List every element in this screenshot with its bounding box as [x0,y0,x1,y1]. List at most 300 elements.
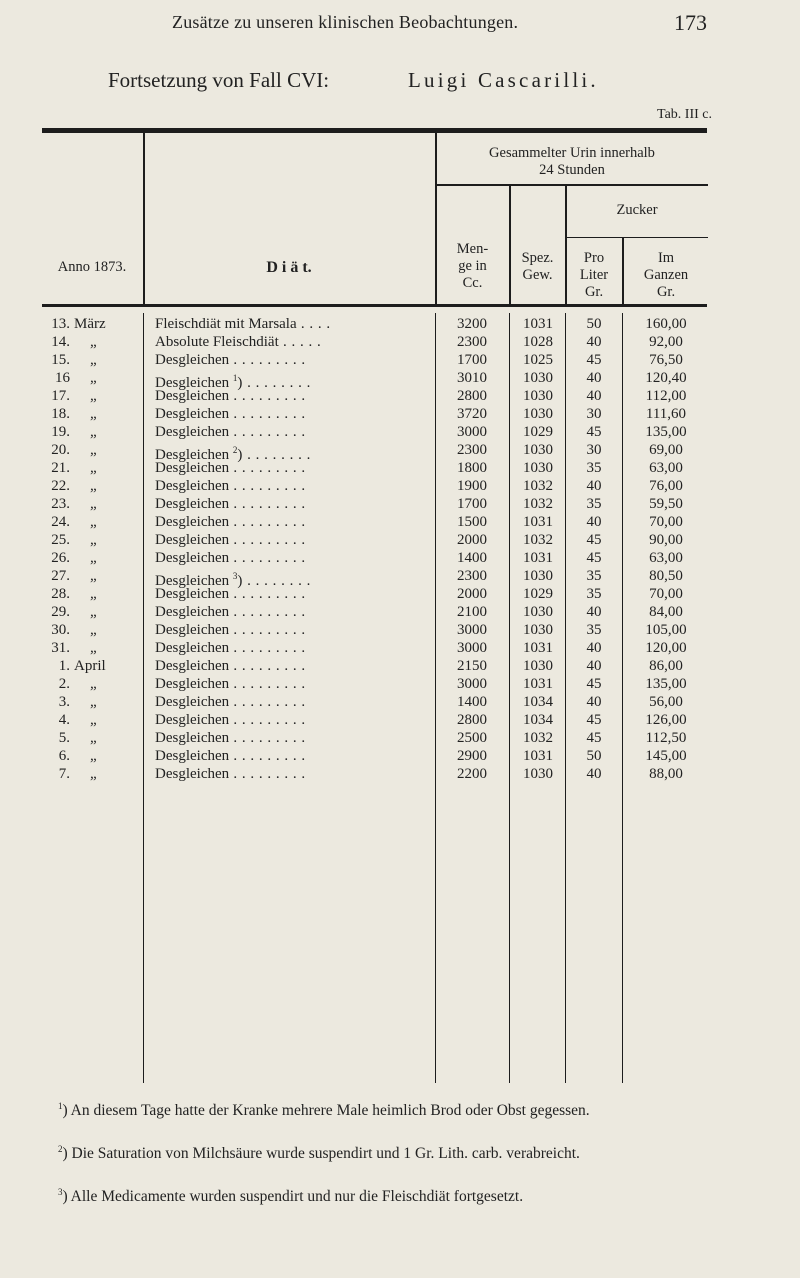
table-row [0,676,800,693]
cell-menge: 2300 [457,442,487,458]
cell-day: 16 [55,370,70,386]
cell-diet [155,352,435,369]
diet-text: Desgleichen [155,514,230,530]
cell-zucker-pro-liter: 40 [586,514,602,530]
cell-zucker-im-ganzen: 112,50 [645,730,687,746]
cell-day: 4. [58,712,70,728]
table-label: Tab. III c. [657,107,712,122]
footnote-ref: 2 [232,445,238,455]
leader-dots: . . . . . . . . . [229,730,306,746]
cell-zucker-im-ganzen: 120,00 [645,640,687,656]
cell-diet [155,550,435,567]
cell-zucker-im-ganzen: 76,00 [649,478,683,494]
cell-spez-gew: 1030 [523,658,553,674]
cell-zucker-pro-liter: 45 [586,712,602,728]
leader-dots: . . . . . . . . . [229,640,306,656]
leader-dots: . . . . . . . . . [229,586,306,602]
table-row [0,748,800,765]
header-zucker: Zucker [616,202,658,218]
cell-menge: 2800 [457,388,487,404]
cell-month: „ [90,460,97,476]
cell-menge: 2150 [457,658,487,674]
cell-zucker-im-ganzen: 63,00 [649,460,683,476]
cell-diet [155,748,435,765]
header-menge-line-3: Cc. [462,275,483,291]
cell-month: „ [90,640,97,656]
cell-zucker-im-ganzen: 145,00 [645,748,687,764]
table-row [0,766,800,783]
cell-zucker-pro-liter: 40 [586,640,602,656]
cell-spez-gew: 1032 [523,532,553,548]
diet-text: Desgleichen [155,460,230,476]
diet-text: Desgleichen [155,375,230,391]
cell-spez-gew: 1030 [523,766,553,782]
cell-zucker-pro-liter: 45 [586,730,602,746]
header-im-ganzen-line-2: Ganzen [643,267,689,283]
leader-dots: . . . . . [278,334,322,350]
header-menge-line-1: Men- [456,241,489,257]
diet-text: Desgleichen [155,694,230,710]
table-row [0,694,800,711]
cell-day: 1. [58,658,70,674]
cell-spez-gew: 1030 [523,370,553,386]
cell-month: „ [90,586,97,602]
cell-month: „ [90,550,97,566]
leader-dots: . . . . . . . . . [229,532,306,548]
cell-day: 28. [51,586,70,602]
cell-month: „ [90,568,97,584]
cell-spez-gew: 1031 [523,748,553,764]
diet-text: Desgleichen [155,573,230,589]
cell-spez-gew: 1030 [523,442,553,458]
diet-text: Desgleichen [155,424,230,440]
cell-menge: 3000 [457,640,487,656]
cell-diet [155,766,435,783]
cell-menge: 1700 [457,352,487,368]
leader-dots: . . . . . . . . . [229,604,306,620]
cell-zucker-im-ganzen: 135,00 [645,676,687,692]
leader-dots: . . . . . . . . . [229,766,306,782]
cell-day: 21. [51,460,70,476]
footnote-text: ) Alle Medicamente wurden suspendirt und nur die Fleischdiät fortgesetzt. [62,1188,524,1205]
header-pro-liter-line-3: Gr. [584,284,604,300]
cell-diet [155,658,435,675]
diet-text: Desgleichen [155,586,230,602]
cell-zucker-im-ganzen: 111,60 [645,406,687,422]
cell-diet [155,460,435,477]
cell-month: „ [90,388,97,404]
cell-month: „ [90,748,97,764]
running-head-title: Zusätze zu unseren klinischen Beobachtungen. [172,12,519,32]
table-row [0,532,800,549]
table-row [0,334,800,351]
cell-zucker-pro-liter: 35 [586,586,602,602]
cell-zucker-im-ganzen: 90,00 [649,532,683,548]
diet-text: Desgleichen [155,676,230,692]
cell-zucker-im-ganzen: 69,00 [649,442,683,458]
table-row [0,424,800,441]
cell-zucker-pro-liter: 35 [586,460,602,476]
diet-text: Desgleichen [155,447,230,463]
leader-dots: . . . . [296,316,331,332]
column-rule [143,133,145,305]
header-menge [436,241,509,292]
cell-menge: 2300 [457,568,487,584]
cell-day: 24. [51,514,70,530]
footnote-marker: 2 [58,1144,63,1154]
diet-text: Desgleichen [155,532,230,548]
cell-zucker-pro-liter: 35 [586,622,602,638]
leader-dots: ) . . . . . . . . [237,573,311,589]
header-spez-line-2: Gew. [522,267,553,283]
cell-spez-gew: 1031 [523,550,553,566]
table-row [0,658,800,675]
cell-day: 30. [51,622,70,638]
cell-diet [155,316,435,333]
cell-menge: 3720 [457,406,487,422]
cell-diet [155,496,435,513]
cell-zucker-pro-liter: 40 [586,766,602,782]
cell-day: 20. [51,442,70,458]
cell-menge: 2000 [457,532,487,548]
cell-menge: 2000 [457,586,487,602]
leader-dots: . . . . . . . . . [229,352,306,368]
diet-text: Fleischdiät mit Marsala [155,316,297,332]
cell-menge: 1400 [457,694,487,710]
cell-spez-gew: 1031 [523,640,553,656]
table-row [0,406,800,423]
cell-diet [155,604,435,621]
cell-spez-gew: 1032 [523,478,553,494]
cell-month: „ [90,694,97,710]
cell-diet [155,388,435,405]
diet-text: Desgleichen [155,550,230,566]
diet-text: Desgleichen [155,658,230,674]
diet-text: Desgleichen [155,766,230,782]
cell-month: „ [90,334,97,350]
cell-zucker-im-ganzen: 126,00 [645,712,687,728]
diet-text: Desgleichen [155,604,230,620]
header-diaet: D i ä t. [266,259,312,276]
urin-group-rule [436,184,708,186]
header-pro-liter-line-1: Pro [583,250,605,266]
cell-zucker-pro-liter: 30 [586,442,602,458]
header-pro-liter-line-2: Liter [579,267,609,283]
cell-zucker-pro-liter: 35 [586,568,602,584]
cell-month: „ [90,766,97,782]
table-row [0,586,800,603]
cell-menge: 3010 [457,370,487,386]
caption-patient-name: Luigi Cascarilli. [408,68,599,92]
diet-text: Desgleichen [155,406,230,422]
cell-spez-gew: 1030 [523,568,553,584]
cell-menge: 1500 [457,514,487,530]
cell-zucker-pro-liter: 30 [586,406,602,422]
cell-month: „ [90,424,97,440]
table-row [0,460,800,477]
footnote-marker: 3 [58,1187,63,1197]
leader-dots: ) . . . . . . . . [237,375,311,391]
cell-zucker-im-ganzen: 120,40 [645,370,687,386]
cell-diet [155,478,435,495]
cell-day: 14. [51,334,70,350]
cell-spez-gew: 1030 [523,460,553,476]
table-top-rule [42,128,707,133]
cell-diet [155,676,435,693]
cell-zucker-pro-liter: 40 [586,604,602,620]
cell-diet [155,586,435,603]
footnote-2 [44,1140,756,1163]
cell-diet [155,514,435,531]
cell-day: 7. [58,766,70,782]
diet-text: Desgleichen [155,640,230,656]
cell-zucker-pro-liter: 45 [586,676,602,692]
cell-menge: 3000 [457,622,487,638]
table-row [0,316,800,333]
cell-zucker-pro-liter: 40 [586,658,602,674]
cell-day: 29. [51,604,70,620]
cell-menge: 1800 [457,460,487,476]
cell-diet [155,334,435,351]
cell-month: „ [90,604,97,620]
cell-month: „ [90,496,97,512]
cell-month: „ [90,406,97,422]
leader-dots: . . . . . . . . . [229,388,306,404]
header-pro-liter [566,250,622,301]
footnote-text: ) An diesem Tage hatte der Kranke mehrere Male heimlich Brod oder Obst gegessen. [62,1102,590,1119]
cell-zucker-pro-liter: 40 [586,388,602,404]
cell-spez-gew: 1031 [523,514,553,530]
header-im-ganzen-line-1: Im [657,250,675,266]
cell-zucker-im-ganzen: 135,00 [645,424,687,440]
cell-spez-gew: 1031 [523,316,553,332]
cell-diet [155,712,435,729]
cell-zucker-pro-liter: 45 [586,532,602,548]
cell-spez-gew: 1032 [523,496,553,512]
cell-day: 13. [51,316,70,332]
leader-dots: . . . . . . . . . [229,406,306,422]
footnote-1 [44,1097,756,1120]
cell-day: 22. [51,478,70,494]
header-im-ganzen-line-3: Gr. [656,284,676,300]
cell-month: „ [90,352,97,368]
table-row [0,730,800,747]
header-urin-group [436,145,708,179]
cell-diet [155,694,435,711]
cell-month: „ [90,622,97,638]
table-row [0,622,800,639]
leader-dots: ) . . . . . . . . [237,447,311,463]
cell-spez-gew: 1029 [523,424,553,440]
footnote-3 [44,1183,756,1206]
cell-day: 18. [51,406,70,422]
cell-zucker-pro-liter: 45 [586,424,602,440]
leader-dots: . . . . . . . . . [229,748,306,764]
header-anno: Anno 1873. [57,259,127,275]
cell-zucker-im-ganzen: 63,00 [649,550,683,566]
diet-text: Desgleichen [155,730,230,746]
cell-menge: 2200 [457,766,487,782]
page-number: 173 [674,10,707,35]
footnote-marker: 1 [58,1101,63,1111]
cell-month: „ [90,712,97,728]
cell-month: April [74,658,106,674]
cell-menge: 2100 [457,604,487,620]
leader-dots: . . . . . . . . . [229,496,306,512]
leader-dots: . . . . . . . . . [229,658,306,674]
column-rule [509,186,511,305]
leader-dots: . . . . . . . . . [229,676,306,692]
footnote-text: ) Die Saturation von Milchsäure wurde suspendirt und 1 Gr. Lith. carb. verabreicht. [62,1145,580,1162]
table-row [0,388,800,405]
cell-day: 15. [51,352,70,368]
cell-zucker-im-ganzen: 86,00 [649,658,683,674]
cell-month: „ [90,370,97,386]
cell-spez-gew: 1034 [523,712,553,728]
table-row [0,514,800,531]
cell-zucker-im-ganzen: 80,50 [649,568,683,584]
cell-month: „ [90,730,97,746]
cell-diet [155,622,435,639]
cell-zucker-pro-liter: 40 [586,370,602,386]
footnote-ref: 3 [232,571,238,581]
cell-zucker-im-ganzen: 56,00 [649,694,683,710]
table-row [0,604,800,621]
cell-zucker-im-ganzen: 88,00 [649,766,683,782]
cell-zucker-pro-liter: 40 [586,478,602,494]
cell-spez-gew: 1031 [523,676,553,692]
running-head [0,10,800,40]
cell-day: 19. [51,424,70,440]
cell-day: 31. [51,640,70,656]
cell-menge: 3000 [457,424,487,440]
cell-spez-gew: 1030 [523,604,553,620]
cell-spez-gew: 1030 [523,388,553,404]
cell-day: 6. [58,748,70,764]
cell-menge: 2900 [457,748,487,764]
cell-zucker-im-ganzen: 105,00 [645,622,687,638]
leader-dots: . . . . . . . . . [229,622,306,638]
cell-diet [155,424,435,441]
diet-text: Desgleichen [155,388,230,404]
table-row [0,550,800,567]
header-urin-line-2: 24 Stunden [539,162,605,178]
header-menge-line-2: ge in [458,258,487,274]
header-bottom-rule [42,304,707,307]
cell-menge: 2500 [457,730,487,746]
cell-spez-gew: 1034 [523,694,553,710]
cell-zucker-im-ganzen: 84,00 [649,604,683,620]
cell-day: 2. [58,676,70,692]
header-urin-line-1: Gesammelter Urin innerhalb [489,145,655,161]
diet-text: Desgleichen [155,352,230,368]
cell-zucker-im-ganzen: 92,00 [649,334,683,350]
table-row [0,442,800,463]
cell-month: „ [90,478,97,494]
cell-day: 23. [51,496,70,512]
cell-menge: 1900 [457,478,487,494]
leader-dots: . . . . . . . . . [229,712,306,728]
cell-day: 27. [51,568,70,584]
table-row [0,712,800,729]
cell-month: März [74,316,106,332]
cell-zucker-im-ganzen: 70,00 [649,586,683,602]
cell-diet [155,640,435,657]
leader-dots: . . . . . . . . . [229,424,306,440]
diet-text: Desgleichen [155,622,230,638]
cell-spez-gew: 1025 [523,352,553,368]
cell-menge: 3000 [457,676,487,692]
cell-zucker-im-ganzen: 160,00 [645,316,687,332]
leader-dots: . . . . . . . . . [229,694,306,710]
diet-text: Desgleichen [155,712,230,728]
diet-text: Absolute Fleischdiät [155,334,279,350]
header-spez [510,250,565,284]
table-row [0,640,800,657]
cell-zucker-im-ganzen: 70,00 [649,514,683,530]
cell-zucker-pro-liter: 35 [586,496,602,512]
cell-day: 3. [58,694,70,710]
cell-diet [155,406,435,423]
table-row [0,568,800,589]
table-row [0,478,800,495]
cell-spez-gew: 1028 [523,334,553,350]
header-im-ganzen [624,250,708,301]
cell-zucker-im-ganzen: 59,50 [649,496,683,512]
table-row [0,352,800,369]
leader-dots: . . . . . . . . . [229,478,306,494]
leader-dots: . . . . . . . . . [229,514,306,530]
diet-text: Desgleichen [155,496,230,512]
cell-spez-gew: 1029 [523,586,553,602]
cell-month: „ [90,514,97,530]
cell-day: 25. [51,532,70,548]
cell-spez-gew: 1030 [523,622,553,638]
cell-zucker-im-ganzen: 112,00 [645,388,687,404]
cell-month: „ [90,676,97,692]
cell-month: „ [90,532,97,548]
cell-zucker-pro-liter: 50 [586,316,602,332]
cell-day: 17. [51,388,70,404]
cell-zucker-pro-liter: 50 [586,748,602,764]
zucker-rule [566,237,708,238]
cell-day: 26. [51,550,70,566]
header-spez-line-1: Spez. [521,250,554,266]
table-row [0,496,800,513]
cell-day: 5. [58,730,70,746]
cell-menge: 2300 [457,334,487,350]
cell-zucker-pro-liter: 40 [586,694,602,710]
cell-diet [155,730,435,747]
cell-menge: 1700 [457,496,487,512]
diet-text: Desgleichen [155,748,230,764]
footnote-ref: 1 [232,373,238,383]
cell-zucker-im-ganzen: 76,50 [649,352,683,368]
cell-menge: 1400 [457,550,487,566]
cell-spez-gew: 1032 [523,730,553,746]
cell-menge: 2800 [457,712,487,728]
cell-zucker-pro-liter: 45 [586,352,602,368]
cell-menge: 3200 [457,316,487,332]
cell-spez-gew: 1030 [523,406,553,422]
cell-month: „ [90,442,97,458]
table-row [0,370,800,391]
caption-prefix: Fortsetzung von Fall CVI: [108,68,330,92]
cell-zucker-pro-liter: 45 [586,550,602,566]
leader-dots: . . . . . . . . . [229,460,306,476]
cell-zucker-pro-liter: 40 [586,334,602,350]
diet-text: Desgleichen [155,478,230,494]
